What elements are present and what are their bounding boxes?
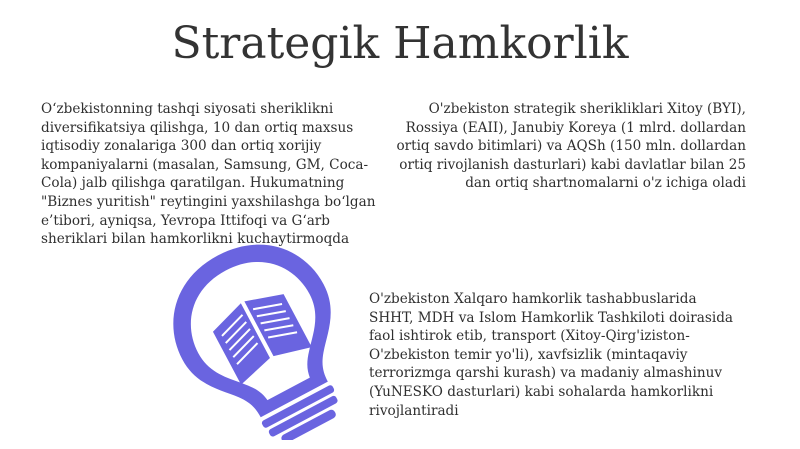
lightbulb-book-icon — [150, 240, 370, 440]
slide-title: Strategik Hamkorlik — [171, 18, 629, 69]
paragraph-strategic-partnerships: O'zbekiston strategik sherikliklari Xitoy (BYI), Rossiya (EAII), Janubiy Koreya (1 mlrd. dollardan ortiq savdo bitimlari) va AQSh (150 mln. dollardan ortiq rivojlanish dasturlari) kabi davlatlar bilan 25 dan ortiq shartnomalarni o'z ichiga oladi — [396, 101, 746, 192]
paragraph-diversification: O‘zbekistonning tashqi siyosati sheriklikni diversifikatsiya qilishga, 10 dan ortiq maxsus iqtisodiy zonalariga 300 dan ortiq xorijiy kompaniyalarni (masalan, Samsung, GM, Coca-Cola) jalb qilishga qaratilgan. Hukumatning "Biznes yuritish" reytingini yaxshilashga bo‘lgan e’tibori, ayniqsa, Yevropa Ittifoqi va G‘arb sheriklari bilan hamkorlikni kuchaytirmoqda — [41, 101, 376, 248]
paragraph-international-cooperation: O'zbekiston Xalqaro hamkorlik tashabbuslarida SHHT, MDH va Islom Hamkorlik Tashkiloti doirasida faol ishtirok etib, transport (Xitoy-Qirg'iziston-O'zbekiston temir yo'li), xavfsizlik (mintaqaviy terrorizmga qarshi kurash) va madaniy almashinuv (YuNESKO dasturlari) kabi sohalarda hamkorlikni rivojlantiradi — [369, 291, 734, 419]
